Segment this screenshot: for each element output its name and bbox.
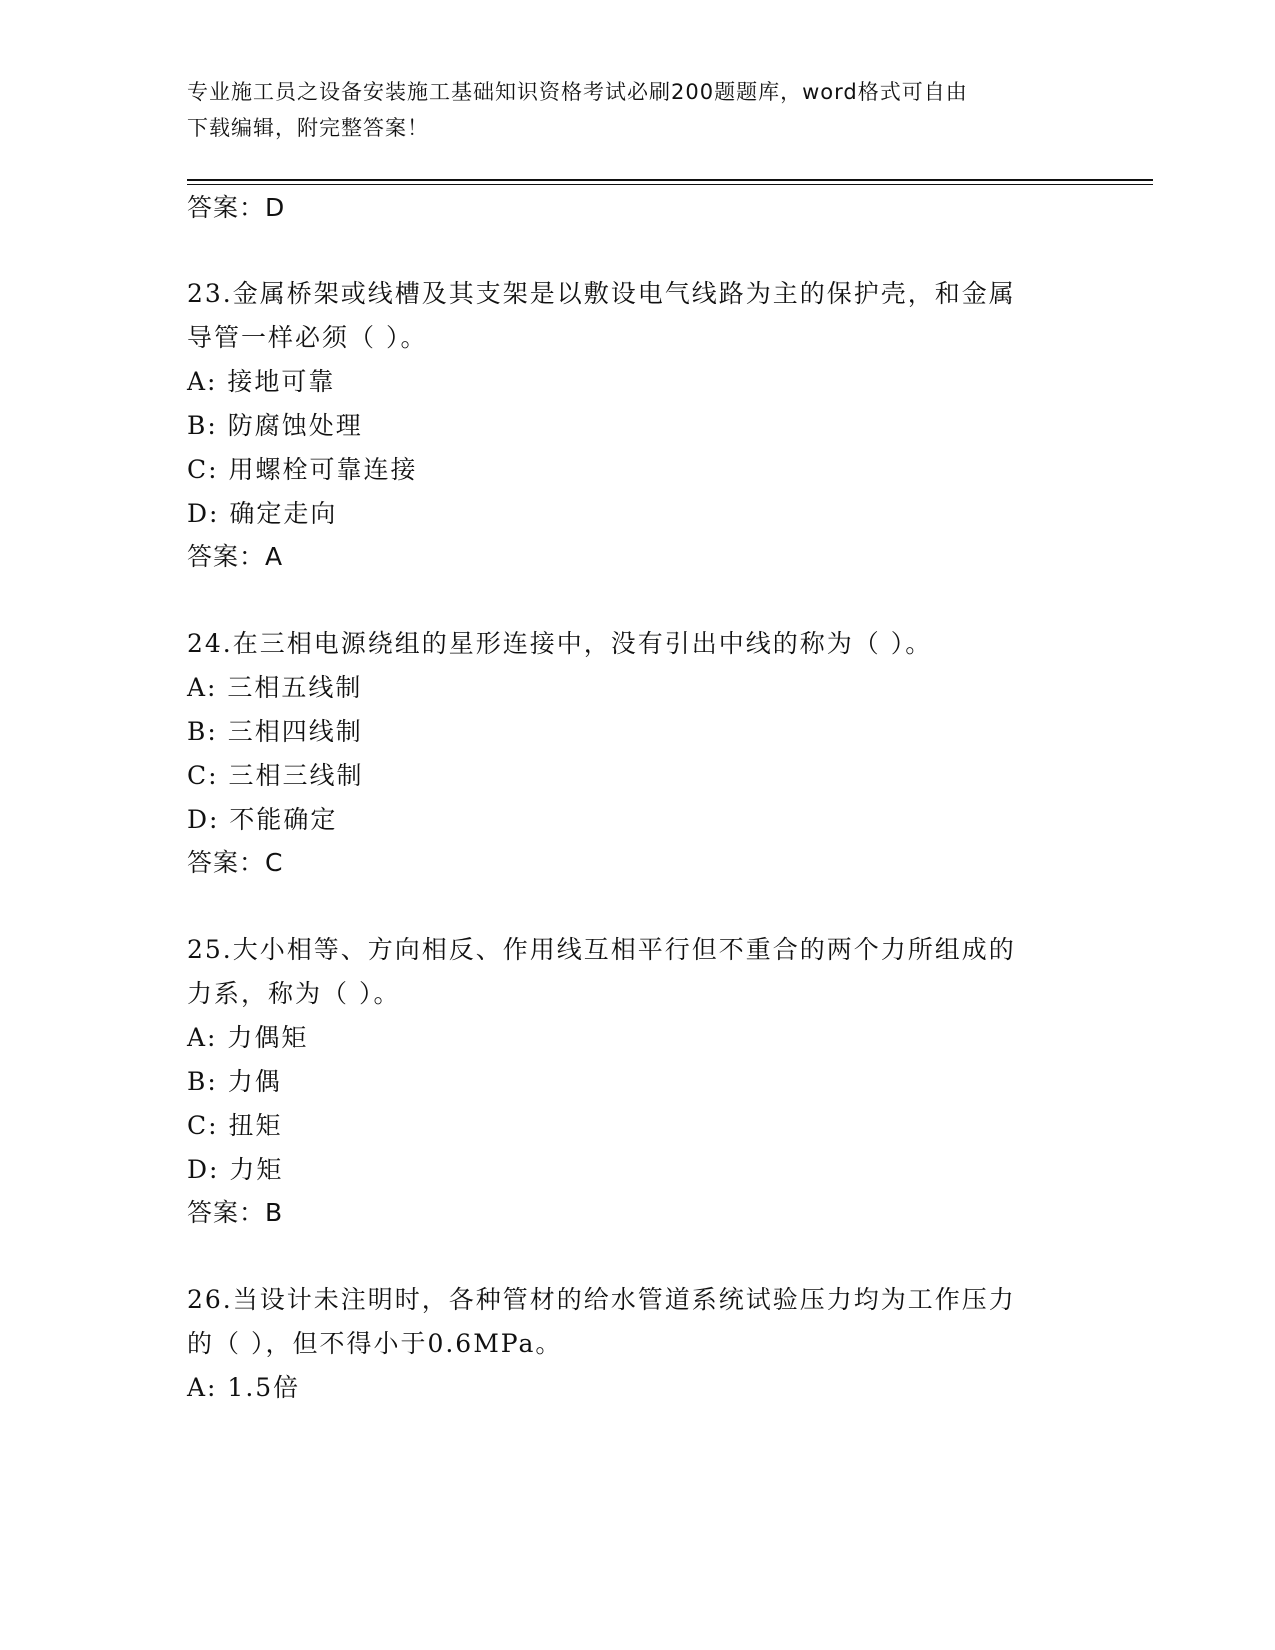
header-line-1: 专业施工员之设备安装施工基础知识资格考试必刷200题题库，word格式可自由	[187, 80, 968, 104]
header-line-2: 下载编辑，附完整答案！	[187, 116, 429, 140]
question-24-option-b: B: 三相四线制	[187, 717, 363, 746]
header-rule-thick	[187, 179, 1153, 181]
question-25-stem-line-2: 力系，称为（ ）。	[187, 979, 401, 1008]
header-rule-thin	[187, 184, 1153, 185]
question-25-option-c: C: 扭矩	[187, 1111, 283, 1140]
question-23-option-c: C: 用螺栓可靠连接	[187, 455, 418, 484]
question-23-option-d: D: 确定走向	[187, 499, 338, 528]
question-26-stem-line-1: 26.当设计未注明时，各种管材的给水管道系统试验压力均为工作压力	[187, 1285, 1016, 1314]
question-26-stem-line-2: 的（ ），但不得小于0.6MPa。	[187, 1329, 563, 1358]
question-24-answer: 答案：C	[187, 848, 284, 877]
question-24-option-a: A: 三相五线制	[187, 673, 363, 702]
question-25-answer: 答案：B	[187, 1198, 284, 1227]
question-24-option-c: C: 三相三线制	[187, 761, 364, 790]
question-25-option-d: D: 力矩	[187, 1155, 284, 1184]
question-25-option-b: B: 力偶	[187, 1067, 282, 1096]
question-23-option-b: B: 防腐蚀处理	[187, 411, 363, 440]
question-24-stem-line-1: 24.在三相电源绕组的星形连接中，没有引出中线的称为（ ）。	[187, 629, 933, 658]
question-23-stem-line-1: 23.金属桥架或线槽及其支架是以敷设电气线路为主的保护壳，和金属	[187, 279, 1016, 308]
answer-line: 答案：D	[187, 193, 286, 222]
question-23-stem-line-2: 导管一样必须（ ）。	[187, 323, 428, 352]
question-23-answer: 答案：A	[187, 542, 284, 571]
question-25-option-a: A: 力偶矩	[187, 1023, 309, 1052]
question-23-option-a: A: 接地可靠	[187, 367, 336, 396]
question-24-option-d: D: 不能确定	[187, 805, 338, 834]
document-header	[187, 74, 1067, 146]
question-26-option-a: A: 1.5倍	[187, 1373, 301, 1402]
question-25-stem-line-1: 25.大小相等、方向相反、作用线互相平行但不重合的两个力所组成的	[187, 935, 1016, 964]
